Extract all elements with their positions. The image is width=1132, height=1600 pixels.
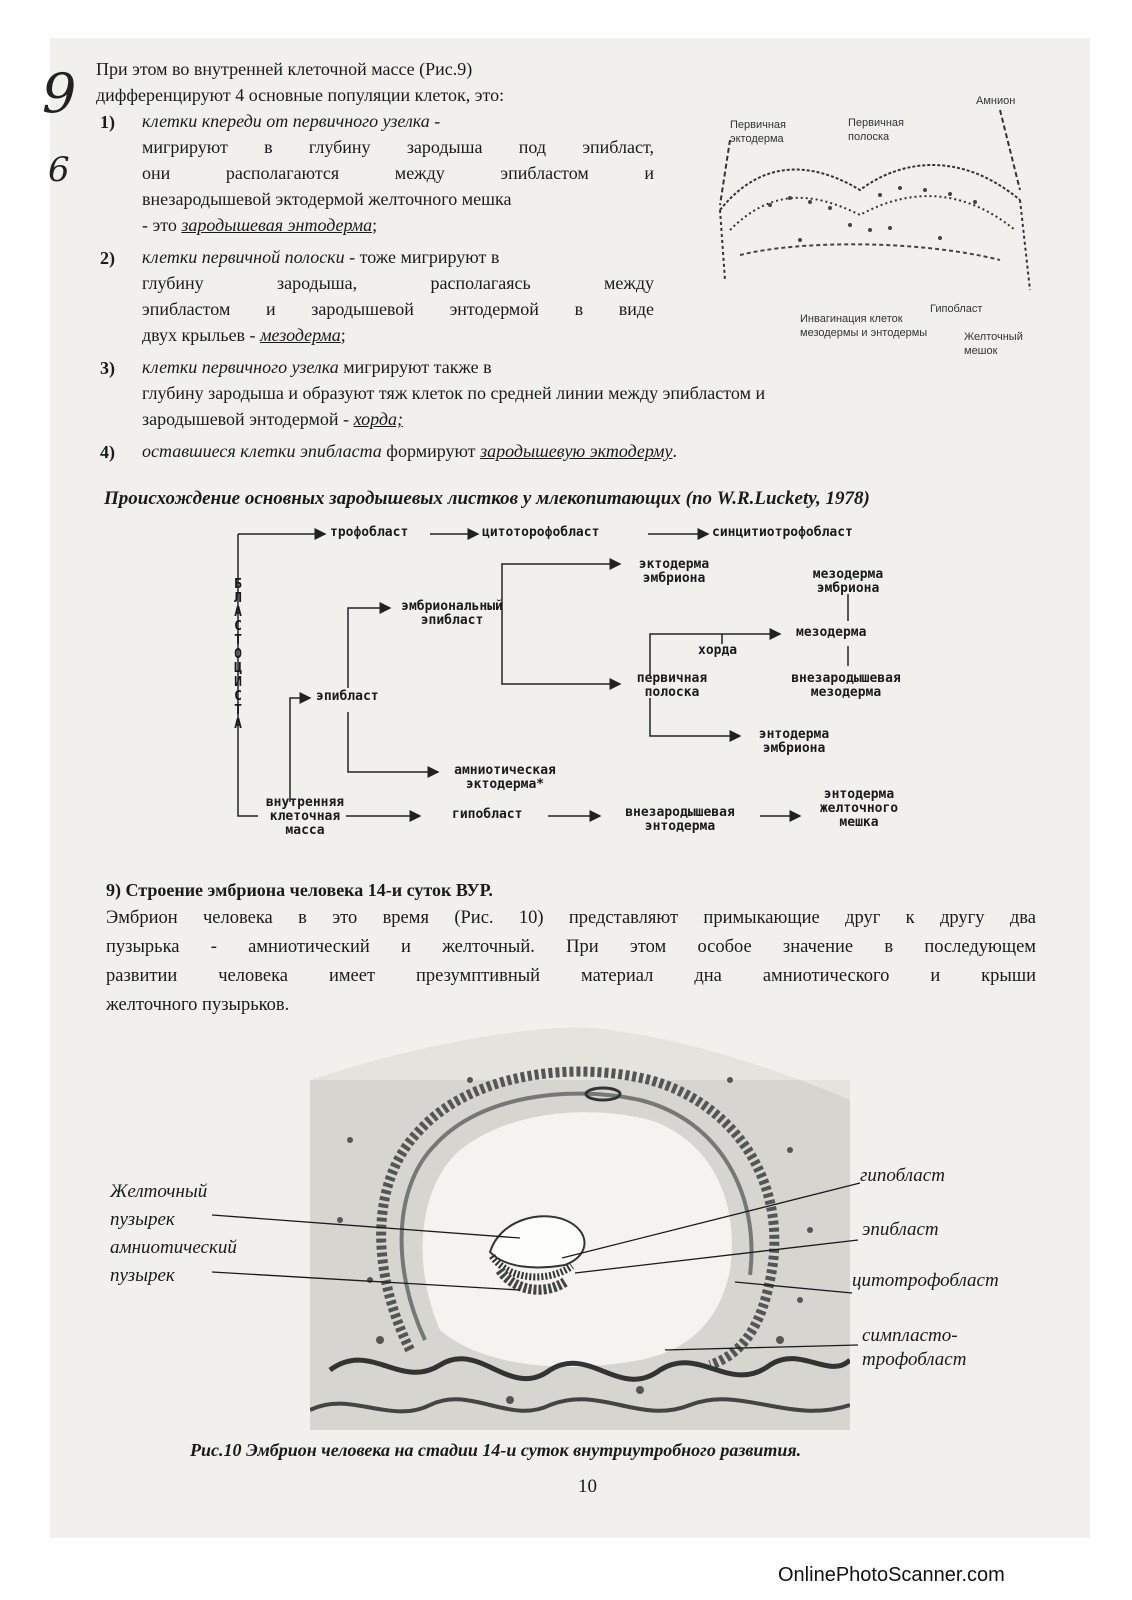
vl-4: Т	[234, 633, 242, 648]
section-9-line-4: желточного пузырьков.	[106, 995, 290, 1015]
vl-9: Т	[234, 703, 242, 718]
node-embryo-ectoderm-l2: эмбриона	[642, 571, 706, 586]
item-4-rest: формируют	[381, 441, 481, 461]
item-4-tail-suffix: .	[672, 441, 677, 461]
fig9-label-primary-streak: Первичная полоска	[848, 117, 905, 143]
vl-3: С	[234, 619, 242, 634]
item-1-number: 1)	[100, 112, 115, 132]
fig10-label-yolk-2: пузырек	[110, 1209, 175, 1230]
fig9-label-invagination: Инвагинация клеток мезодермы и энтодермы	[800, 313, 928, 339]
fig9-label-yolk-sac: Желточный мешок	[964, 331, 1023, 357]
node-embryonic-epiblast-l2: эпибласт	[420, 613, 484, 628]
vl-5: О	[234, 647, 242, 662]
vl-0: Б	[234, 577, 242, 592]
margin-mark-6: 6	[48, 150, 70, 190]
fig9-label-hypoblast: Гипобласт	[930, 303, 983, 315]
node-primary-streak-l2: полоска	[644, 685, 700, 700]
item-2-line-3: эпибластом и зародышевой энтодермой в виде	[142, 299, 654, 319]
item-1-tail-prefix: - это	[142, 215, 182, 235]
margin-mark-9: 9	[42, 62, 77, 125]
item-1-line-2: мигрируют в глубину зародыша под эпибласт,	[142, 137, 654, 157]
fig10-label-symplasto-1: симпласто-	[862, 1325, 958, 1346]
vl-10: А	[234, 717, 242, 732]
item-1-line-3: они располагаются между эпибластом и	[142, 163, 654, 183]
node-extraembryonic-endoderm-l1: внезародышевая	[625, 805, 735, 820]
fig10-label-amniotic-2: пузырек	[110, 1265, 175, 1286]
item-2-term: мезодерма	[260, 325, 341, 345]
item-1-rest: -	[429, 111, 441, 131]
item-4-number: 4)	[100, 442, 115, 462]
page-number: 10	[578, 1476, 597, 1497]
figure-10-caption: Рис.10 Эмбрион человека на стадии 14-и суток внутриутробного развития.	[190, 1440, 802, 1460]
item-4-lead: оставшиеся клетки эпибласта	[142, 441, 382, 461]
vl-2: А	[234, 605, 242, 620]
node-hypoblast: гипобласт	[452, 807, 523, 822]
node-mesoderm: мезодерма	[796, 625, 867, 640]
item-2-tail-prefix: двух крыльев -	[142, 325, 261, 345]
node-primary-streak-l1: первичная	[636, 671, 708, 686]
item-1-line-4: внезародышевой эктодермой желточного мешка	[142, 189, 512, 209]
vl-8: С	[234, 689, 242, 704]
node-yolk-endoderm-l2: желточного	[819, 801, 899, 816]
item-3-tail-prefix: зародышевой энтодермой -	[142, 409, 354, 429]
node-yolk-endoderm-l3: мешка	[839, 815, 879, 830]
item-1-term: зародышевая энтодерма	[181, 215, 373, 235]
node-chord: хорда	[698, 643, 738, 658]
vl-1: Л	[234, 591, 242, 606]
section-9-line-3: развитии человека имеет презумптивный материал дна амниотического и крыши	[106, 966, 1036, 986]
item-2-tail-suffix: ;	[340, 325, 346, 345]
node-extraembryonic-mesoderm-l2: мезодерма	[810, 685, 882, 700]
section-9-line-1: Эмбрион человека в это время (Рис. 10) представляют примыкающие друг к другу два	[106, 908, 1036, 928]
item-1-tail-suffix: ;	[372, 215, 378, 235]
watermark-text: OnlinePhotoScanner.com	[778, 1564, 1005, 1586]
fig10-left-labels	[110, 1178, 310, 1290]
fig9-label-primary-ectoderm: Первичная эктодерма	[730, 119, 787, 145]
node-embryonic-epiblast-l1: эмбриональный	[401, 599, 503, 614]
node-syncytiotrophoblast: синцитиотрофобласт	[712, 525, 853, 540]
fig10-label-symplasto-2: трофобласт	[862, 1349, 967, 1370]
node-cytotrophoblast: цитоторофобласт	[482, 525, 600, 540]
item-2-number: 2)	[100, 248, 115, 268]
fig10-label-epiblast: эпибласт	[862, 1219, 939, 1240]
node-inner-cell-mass-l1: внутренняя	[265, 795, 345, 810]
section-9-heading: 9) Строение эмбриона человека 14-и суток ВУР.	[106, 880, 493, 900]
node-embryo-ectoderm-l1: эктодерма	[638, 557, 710, 572]
item-3-rest: мигрируют также в	[338, 357, 492, 377]
vl-6: Ц	[234, 661, 242, 676]
item-4-term: зародышевую эктодерму	[480, 441, 673, 461]
intro-line-2: дифференцируют 4 основные популяции клеток, это:	[96, 85, 505, 105]
item-2-lead: клетки первичной полоски	[142, 247, 345, 267]
node-amniotic-ectoderm-l2: эктодерма*	[465, 777, 545, 792]
fig10-label-yolk-1: Желточный	[110, 1181, 208, 1202]
node-trophoblast: трофобласт	[330, 525, 409, 540]
node-embryo-endoderm-l2: эмбриона	[762, 741, 826, 756]
node-embryo-mesoderm-l1: мезодерма	[812, 567, 884, 582]
item-3-term: хорда;	[353, 409, 403, 429]
section-9-line-2: пузырька - амниотический и желточный. При этом особое значение в последующем	[106, 937, 1036, 957]
node-yolk-endoderm-l1: энтодерма	[823, 787, 895, 802]
intro-line-1: При этом во внутренней клеточной массе (Рис.9)	[96, 59, 473, 79]
scheme-title: Происхождение основных зародышевых листков у млекопитающих (по W.R.Luckety, 1978)	[104, 488, 870, 509]
vl-7: И	[234, 675, 242, 690]
item-3-lead: клетки первичного узелка	[142, 357, 339, 377]
fig10-label-amniotic-1: амниотический	[110, 1237, 237, 1258]
item-3-line-2: глубину зародыша и образуют тяж клеток по средней линии между эпибластом и	[142, 383, 766, 403]
item-2-line-2: глубину зародыша, располагаясь между	[142, 273, 654, 293]
node-extraembryonic-endoderm-l2: энтодерма	[644, 819, 716, 834]
node-inner-cell-mass-l3: масса	[285, 823, 325, 838]
node-inner-cell-mass-l2: клеточная	[269, 809, 341, 824]
node-embryo-mesoderm-l2: эмбриона	[816, 581, 880, 596]
item-1-lead: клетки кпереди от первичного узелка	[142, 111, 430, 131]
fig10-label-cytotrophoblast: цитотрофобласт	[852, 1270, 999, 1291]
node-embryo-endoderm-l1: энтодерма	[758, 727, 830, 742]
node-epiblast: эпибласт	[316, 689, 379, 704]
fig9-label-amnion: Амнион	[976, 95, 1016, 107]
node-extraembryonic-mesoderm-l1: внезародышевая	[791, 671, 901, 686]
fig10-label-hypoblast: гипобласт	[860, 1165, 945, 1186]
item-3-number: 3)	[100, 358, 115, 378]
node-amniotic-ectoderm-l1: амниотическая	[454, 763, 556, 778]
item-2-rest: - тоже мигрируют в	[344, 247, 500, 267]
